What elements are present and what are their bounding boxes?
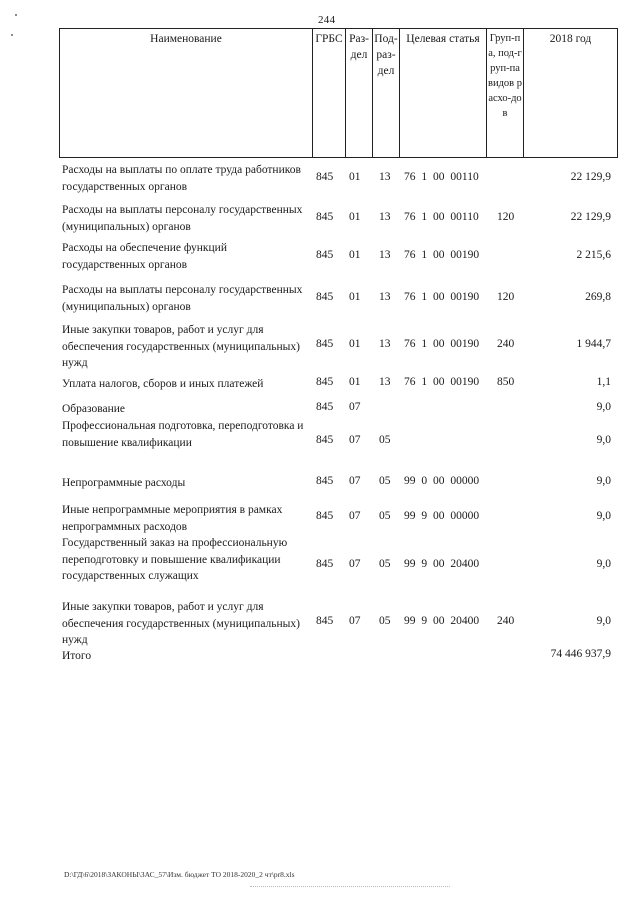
row-grbs: 845 bbox=[316, 434, 334, 446]
row-expense-type: 240 bbox=[497, 338, 515, 350]
row-podrazdel: 13 bbox=[379, 376, 391, 388]
row-target-article: 99 0 00 00000 bbox=[404, 475, 480, 487]
scan-artifact-line bbox=[250, 886, 450, 888]
row-sum: 9,0 bbox=[596, 475, 611, 487]
row-grbs: 845 bbox=[316, 510, 334, 522]
row-name: Иные закупки товаров, работ и услуг для обеспечения государственных (муниципальных) нужд bbox=[62, 601, 300, 646]
header-razdel: Раз-дел bbox=[346, 29, 373, 158]
row-sum: 2 215,6 bbox=[576, 249, 611, 261]
header-podrazdel: Под-раз-дел bbox=[373, 29, 400, 158]
row-target-article: 76 1 00 00190 bbox=[404, 338, 480, 350]
row-sum: 9,0 bbox=[596, 401, 611, 413]
row-grbs: 845 bbox=[316, 338, 334, 350]
row-podrazdel: 05 bbox=[379, 434, 391, 446]
row-name: Иные закупки товаров, работ и услуг для обеспечения государственных (муниципальных) нужд bbox=[62, 324, 300, 369]
row-name: Государственный заказ на профессиональную переподготовку и повышение квалификации государственных служащих bbox=[62, 537, 288, 582]
row-grbs: 845 bbox=[316, 615, 334, 627]
header-expense-type: Груп-па, под-груп-па видов расхо-дов bbox=[487, 29, 524, 158]
row-target-article: 99 9 00 20400 bbox=[404, 558, 480, 570]
row-expense-type: 120 bbox=[497, 211, 515, 223]
row-razdel: 01 bbox=[349, 291, 361, 303]
row-target-article: 76 1 00 00190 bbox=[404, 249, 480, 261]
row-podrazdel: 05 bbox=[379, 615, 391, 627]
row-grbs: 845 bbox=[316, 211, 334, 223]
row-razdel: 07 bbox=[349, 510, 361, 522]
row-razdel: 01 bbox=[349, 338, 361, 350]
row-name: Образование bbox=[62, 403, 126, 415]
row-name: Расходы на обеспечение функций государственных органов bbox=[62, 242, 227, 271]
row-podrazdel: 13 bbox=[379, 249, 391, 261]
row-expense-type: 120 bbox=[497, 291, 515, 303]
scan-artifact-dot bbox=[15, 14, 17, 16]
row-sum: 1,1 bbox=[596, 376, 611, 388]
scan-artifact-dot bbox=[11, 34, 13, 36]
row-grbs: 845 bbox=[316, 171, 334, 183]
row-grbs: 845 bbox=[316, 558, 334, 570]
row-podrazdel: 13 bbox=[379, 171, 391, 183]
row-grbs: 845 bbox=[316, 401, 334, 413]
header-grbs: ГРБС bbox=[313, 29, 346, 158]
row-expense-type: 850 bbox=[497, 376, 515, 388]
row-razdel: 07 bbox=[349, 475, 361, 487]
row-podrazdel: 05 bbox=[379, 475, 391, 487]
row-grbs: 845 bbox=[316, 249, 334, 261]
row-name: Расходы на выплаты по оплате труда работников государственных органов bbox=[62, 164, 301, 193]
row-razdel: 01 bbox=[349, 376, 361, 388]
header-name: Наименование bbox=[60, 29, 313, 158]
row-target-article: 76 1 00 00110 bbox=[404, 211, 479, 223]
row-podrazdel: 05 bbox=[379, 510, 391, 522]
row-sum: 9,0 bbox=[596, 510, 611, 522]
row-podrazdel: 05 bbox=[379, 558, 391, 570]
row-razdel: 07 bbox=[349, 434, 361, 446]
page-number: 244 bbox=[318, 14, 336, 26]
file-path: D:\ГД\6\2018\ЗАКОНЫ\ЗАС_57\Изм. бюджет ТО 2018-2020_2 чт\pr8.xls bbox=[64, 870, 295, 879]
total-label: Итого bbox=[62, 650, 92, 662]
row-target-article: 99 9 00 20400 bbox=[404, 615, 480, 627]
row-sum: 9,0 bbox=[596, 615, 611, 627]
row-podrazdel: 13 bbox=[379, 211, 391, 223]
row-razdel: 07 bbox=[349, 615, 361, 627]
row-sum: 1 944,7 bbox=[576, 338, 611, 350]
row-grbs: 845 bbox=[316, 475, 334, 487]
row-name: Расходы на выплаты персоналу государственных (муниципальных) органов bbox=[62, 204, 303, 233]
row-sum: 9,0 bbox=[596, 558, 611, 570]
row-name: Профессиональная подготовка, переподготовка и повышение квалификации bbox=[62, 420, 304, 449]
row-target-article: 76 1 00 00190 bbox=[404, 291, 480, 303]
row-razdel: 07 bbox=[349, 558, 361, 570]
row-razdel: 01 bbox=[349, 171, 361, 183]
header-year: 2018 год bbox=[524, 29, 618, 158]
row-sum: 9,0 bbox=[596, 434, 611, 446]
table-header bbox=[59, 28, 618, 158]
row-grbs: 845 bbox=[316, 291, 334, 303]
row-podrazdel: 13 bbox=[379, 338, 391, 350]
row-target-article: 76 1 00 00110 bbox=[404, 171, 479, 183]
row-name: Непрограммные расходы bbox=[62, 477, 186, 489]
total-sum: 74 446 937,9 bbox=[550, 648, 611, 660]
row-razdel: 01 bbox=[349, 249, 361, 261]
row-expense-type: 240 bbox=[497, 615, 515, 627]
row-target-article: 76 1 00 00190 bbox=[404, 376, 480, 388]
row-name: Расходы на выплаты персоналу государственных (муниципальных) органов bbox=[62, 284, 303, 313]
row-grbs: 845 bbox=[316, 376, 334, 388]
row-name: Иные непрограммные мероприятия в рамках непрограммных расходов bbox=[62, 504, 283, 533]
row-name: Уплата налогов, сборов и иных платежей bbox=[62, 378, 264, 390]
row-sum: 22 129,9 bbox=[570, 171, 611, 183]
row-podrazdel: 13 bbox=[379, 291, 391, 303]
row-target-article: 99 9 00 00000 bbox=[404, 510, 480, 522]
row-sum: 269,8 bbox=[585, 291, 611, 303]
row-razdel: 01 bbox=[349, 211, 361, 223]
header-target-article: Целевая статья bbox=[400, 29, 487, 158]
row-sum: 22 129,9 bbox=[570, 211, 611, 223]
row-razdel: 07 bbox=[349, 401, 361, 413]
